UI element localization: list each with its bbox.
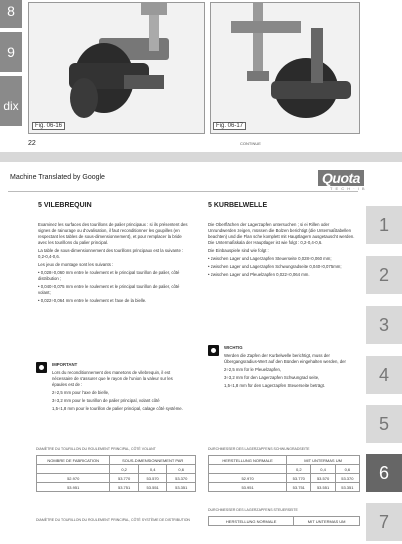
- table-cell: 53.951: [37, 483, 110, 492]
- crankshaft-photo-1: [28, 2, 205, 134]
- paragraph: Les jeux de montage sont les suivants :: [38, 262, 114, 267]
- paragraph: Die Einbauspiele sind wie folgt :: [208, 248, 269, 253]
- important-title: IMPORTANT: [52, 362, 78, 367]
- table-cell: 53.551: [311, 483, 335, 492]
- table-cell: 53.351: [167, 483, 196, 492]
- table-cell: 53.770: [110, 474, 139, 483]
- table-cell: 0,6: [167, 465, 196, 474]
- table-caption: DIAMÈTRE DU TOURILLON DU ROULEMENT PRINCIPAL, CÔTÉ SYSTÈME DE DISTRIBUTION: [36, 518, 190, 522]
- brand-logo-subtitle: T E C H · I B: [330, 186, 366, 191]
- table-header: SOUS-DIMENSIONNEMENT PAR: [110, 456, 196, 465]
- important-line: Lors du reconditionnement des manetons de vilebrequin, il est nécessaire de s'assurer que le rayon de l'union la valeur sur les épaules est de :: [52, 370, 173, 387]
- table-cell: 53.370: [335, 474, 359, 483]
- chapter-tab-7[interactable]: 7: [366, 503, 402, 544]
- page-tab-8[interactable]: 8: [0, 0, 22, 28]
- table-cell: 53.751: [287, 483, 311, 492]
- chapter-tab-4[interactable]: 4: [366, 356, 402, 397]
- table-cell: 53.570: [311, 474, 335, 483]
- table-caption: DURCHMESSER DES LAGERZAPFENS SCHWUNGRADSEITE: [208, 447, 310, 451]
- bullet-item: • 0,028÷0,060 mm entre le roulement et le principal tourillon de palier, côté distribution ;: [38, 270, 180, 281]
- table-cell: [209, 465, 287, 474]
- bullet-item: • zwischen Lager und Lagerzapfen Schwungradseite 0,040÷0,075mm;: [208, 264, 342, 269]
- section-title-fr: 5 VILEBREQUIN: [38, 202, 92, 209]
- important-icon: [36, 362, 47, 373]
- chapter-tab-5[interactable]: 5: [366, 405, 402, 446]
- important-line: Werden die Zapfen der Kurbelwelle berichtigt, muss der Übergangsradius-Wert auf den Bünden eingehalten werden, der: [224, 353, 346, 364]
- page-divider: [0, 152, 402, 162]
- section-title-de: 5 KURBELWELLE: [208, 202, 268, 209]
- table-cell: 52.970: [209, 474, 287, 483]
- table-cell: 0,2: [287, 465, 311, 474]
- translation-header: Machine Translated by Google: [10, 174, 105, 181]
- previous-page: [0, 0, 402, 152]
- bullet-item: • zwischen Lager und Pleuelzapfen 0,022÷0,064 mm.: [208, 272, 310, 277]
- page-number: 22: [28, 140, 36, 147]
- table-cell: 0,6: [335, 465, 359, 474]
- page-tab-9[interactable]: 9: [0, 32, 22, 72]
- bullet-item: • zwischen Lager und Lagerzapfen Steuerseite 0,028÷0,060 mm;: [208, 256, 332, 261]
- important-note-fr: [52, 362, 188, 414]
- page-tab-dix[interactable]: dix: [0, 76, 22, 126]
- table-cell: 0,2: [110, 465, 139, 474]
- crankshaft-photo-2: [210, 2, 360, 134]
- figure-caption-2: Fig. 06-17: [213, 122, 246, 130]
- table-cell: 0,4: [138, 465, 167, 474]
- table-cell: 53.751: [110, 483, 139, 492]
- table-caption: DURCHMESSER DES LAGERZAPFENS STEUERSEITE: [208, 508, 298, 512]
- important-title: WICHTIG: [224, 345, 243, 350]
- chapter-tab-1[interactable]: 1: [366, 206, 402, 247]
- table-header: NOMBRE DE FABRICATION: [37, 456, 110, 465]
- table-cell: 0,4: [311, 465, 335, 474]
- table-cell: 52.970: [37, 474, 110, 483]
- important-line: 2÷2,5 mm pour l'axe de bielle,: [52, 390, 110, 395]
- important-icon: [208, 345, 219, 356]
- table-cell: [37, 465, 110, 474]
- bullet-item: • 0,022÷0,064 mm entre le roulement et l'axe de la bielle.: [38, 298, 147, 303]
- bullet-item: • 0,040÷0,075 mm entre le roulement et le principal tourillon de palier, côté volant;: [38, 284, 180, 295]
- brand-logo: Quota: [318, 170, 364, 186]
- important-line: 1,5÷1,8 mm pour le tourillon de palier principal, calage côté système.: [52, 406, 183, 411]
- table-cell: 53.370: [167, 474, 196, 483]
- chapter-tab-6[interactable]: 6: [366, 454, 402, 495]
- important-line: 1,5÷1,8 mm für den Lagerzapfen Steuerseite beträgt.: [224, 383, 326, 388]
- figure-caption-1: Fig. 06-16: [32, 122, 65, 130]
- paragraph: Examinez les surfaces des tourillons de palier principaux : si ils présentent des signes de rainurage ou d'ovalisation, il faut reconditionner les goupilles (en respectant les tables de sous-dimensionnement), et pour remplacer la bride avec les tourillons du palier principal.: [38, 222, 188, 245]
- column-de: [208, 222, 358, 280]
- chapter-tab-2[interactable]: 2: [366, 256, 402, 297]
- dimension-table-de-2: [208, 516, 360, 526]
- important-line: 3÷3,2 mm für den Lagerzapfen Schwungrad seite,: [224, 375, 320, 380]
- table-header: MIT UNTERMAS UM: [287, 456, 360, 465]
- dimension-table-de: [208, 455, 360, 492]
- table-cell: 53.951: [209, 483, 287, 492]
- important-line: 2÷2,5 mm für le Pleuelzapfen,: [224, 367, 282, 372]
- chapter-tab-3[interactable]: 3: [366, 306, 402, 347]
- table-cell: 53.551: [138, 483, 167, 492]
- important-line: 3÷3,2 mm pour le tourillon de palier principal, volant côté: [52, 398, 160, 403]
- table-cell: 53.351: [335, 483, 359, 492]
- column-fr: [38, 222, 188, 306]
- important-note-de: [224, 345, 358, 391]
- table-caption: DIAMÈTRE DU TOURILLON DU ROULEMENT PRINCIPAL, CÔTÉ VOLANT: [36, 447, 156, 451]
- paragraph: Die Oberflächen der Lagerzapfen untersuchen ; si ei Rillen oder Unrundwerden zeigen, müssen die Bolzen berichtigt (die Untermaßtabellen beachten) und die Flan sche komplett mit Hauptlagern ausgetauscht werden. Die Untermaßskala der Hauptlager ist wie folgt : 0,2-0,4-0,6.: [208, 222, 355, 245]
- header-rule: [8, 191, 358, 192]
- table-cell: 53.570: [138, 474, 167, 483]
- continue-label: CONTINUE: [240, 141, 261, 146]
- table-header: MIT UNTERMAS UM: [294, 517, 360, 526]
- paragraph: La table de sous-dimensionnement des tourillons principaux est la suivante : 0,2-0,4-0,6.: [38, 248, 184, 259]
- dimension-table-fr: [36, 455, 196, 492]
- table-cell: 53.770: [287, 474, 311, 483]
- table-header: HERSTELLUNG NORMALE: [209, 456, 287, 465]
- table-header: HERSTELLUNG NORMALE: [209, 517, 294, 526]
